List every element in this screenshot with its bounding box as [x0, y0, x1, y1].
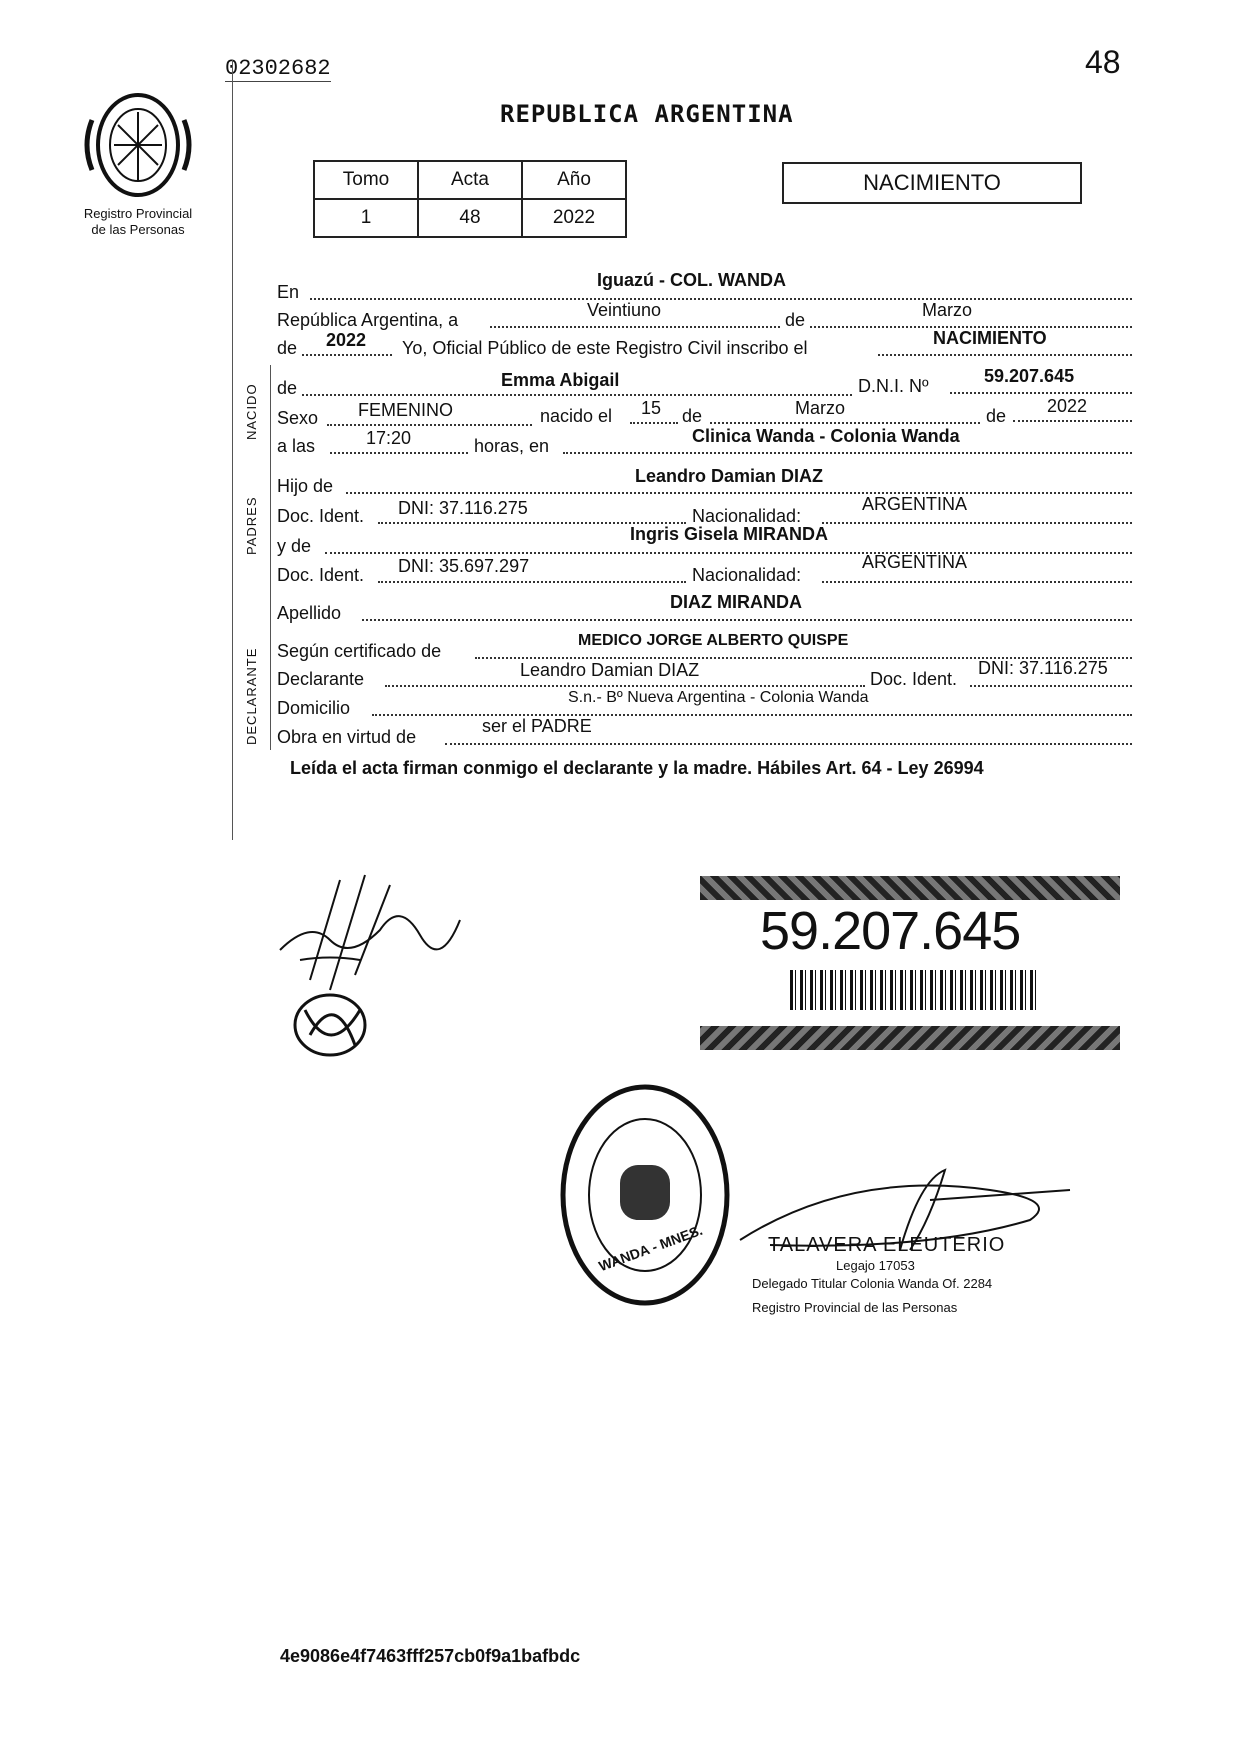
dots [970, 685, 1132, 687]
seal-ring-text [575, 1250, 576, 1251]
label-yo: Yo, Oficial Público de este Registro Civil inscribo el [402, 338, 808, 358]
value-nombre: Emma Abigail [501, 370, 620, 390]
province-seal-icon [78, 90, 198, 200]
acta-value: 48 [418, 199, 522, 237]
declarant-signature-icon [270, 860, 470, 1080]
value-dia-nac: 15 [641, 398, 662, 418]
label-de: de [785, 310, 806, 330]
value-declarante: Leandro Damian DIAZ [520, 660, 700, 680]
label-obra: Obra en virtud de [277, 727, 417, 747]
value-padre: Leandro Damian DIAZ [635, 466, 824, 486]
record-type-box: NACIMIENTO [782, 162, 1082, 204]
dots [710, 422, 980, 424]
value-nac-padre: ARGENTINA [862, 494, 968, 514]
label-de: de [682, 406, 703, 426]
official-legajo: Legajo 17053 [836, 1258, 915, 1273]
label-de: de [986, 406, 1007, 426]
label-segun: Según certificado de [277, 641, 442, 661]
label-doc-ident: Doc. Ident. [870, 669, 958, 689]
dots [822, 581, 1132, 583]
dots [330, 452, 468, 454]
tomo-value: 1 [314, 199, 418, 237]
official-seal-icon [555, 1080, 735, 1310]
label-nacionalidad: Nacionalidad: [692, 565, 802, 585]
dni-sticker-number: 59.207.645 [760, 901, 1021, 961]
value-dni-declarante: DNI: 37.116.275 [978, 658, 1108, 678]
serial-number: 02302682 [225, 56, 331, 81]
dots [630, 422, 678, 424]
value-dni-madre: DNI: 35.697.297 [398, 556, 530, 576]
value-medico: MEDICO JORGE ALBERTO QUISPE [578, 632, 849, 649]
value-lugar-nac: Clinica Wanda - Colonia Wanda [692, 426, 960, 446]
label-nacionalidad: Nacionalidad: [692, 506, 802, 526]
dots [1013, 420, 1132, 422]
registry-line-2: de las Personas [91, 222, 185, 237]
value-dni-nacido: 59.207.645 [984, 366, 1075, 386]
seal-bottom-text: WANDA - MNES. [596, 1221, 705, 1275]
value-dni-padre: DNI: 37.116.275 [398, 498, 528, 518]
label-y-de: y de [277, 536, 312, 556]
dots [385, 685, 865, 687]
sticker-pattern-bottom [700, 1026, 1120, 1050]
section-line [270, 365, 271, 750]
value-obra: ser el PADRE [482, 716, 592, 736]
margin-line [232, 60, 233, 840]
barcode [790, 970, 1040, 1010]
label-apellido: Apellido [277, 603, 342, 623]
anio-header: Año [522, 161, 626, 199]
dots [327, 424, 532, 426]
sticker-pattern-top [700, 876, 1120, 900]
value-nac-madre: ARGENTINA [862, 552, 968, 572]
label-republica: República Argentina, a [277, 310, 459, 330]
value-anio-inscripcion: 2022 [326, 330, 367, 350]
dots [950, 392, 1132, 394]
value-mes: Marzo [922, 300, 973, 320]
label-de: de [277, 378, 298, 398]
dots [302, 394, 852, 396]
dots [362, 619, 1132, 621]
dots [310, 298, 1132, 300]
official-cargo: Delegado Titular Colonia Wanda Of. 2284 [752, 1276, 993, 1291]
value-mes-nac: Marzo [795, 398, 846, 418]
page-number: 48 [1085, 44, 1121, 80]
anio-value: 2022 [522, 199, 626, 237]
dots [878, 354, 1132, 356]
side-label-padres: PADRES [244, 496, 259, 555]
footer-hash: 4e9086e4f7463fff257cb0f9a1bafbdc [280, 1646, 581, 1666]
record-table [313, 160, 627, 238]
dots [445, 743, 1132, 745]
label-doc-ident: Doc. Ident. [277, 565, 365, 585]
value-madre: Ingris Gisela MIRANDA [630, 524, 829, 544]
label-domicilio: Domicilio [277, 698, 351, 718]
value-lugar: Iguazú - COL. WANDA [597, 270, 786, 290]
dots [822, 522, 1132, 524]
value-domicilio: S.n.- Bº Nueva Argentina - Colonia Wanda [568, 689, 869, 706]
label-doc-ident: Doc. Ident. [277, 506, 365, 526]
label-en: En [277, 282, 300, 302]
label-nacido-el: nacido el [540, 406, 613, 426]
label-horas-en: horas, en [474, 436, 550, 456]
dots [325, 552, 1132, 554]
official-name: TALAVERA ELEUTERIO [768, 1234, 1006, 1256]
label-declarante: Declarante [277, 669, 365, 689]
label-hijo-de: Hijo de [277, 476, 334, 496]
tomo-header: Tomo [314, 161, 418, 199]
side-label-declarante: DECLARANTE [244, 647, 259, 745]
value-sexo: FEMENINO [358, 400, 454, 420]
registry-line-1: Registro Provincial [83, 206, 193, 221]
label-dni: D.N.I. Nº [858, 376, 929, 396]
label-sexo: Sexo [277, 408, 319, 428]
dots [302, 354, 392, 356]
label-de: de [277, 338, 298, 358]
value-apellido: DIAZ MIRANDA [670, 592, 802, 612]
value-hora: 17:20 [366, 428, 412, 448]
dots [378, 581, 686, 583]
dots [490, 326, 780, 328]
country-title: REPUBLICA ARGENTINA [500, 100, 794, 128]
value-anio-nac: 2022 [1047, 396, 1088, 416]
side-label-nacido: NACIDO [244, 383, 259, 440]
dots [563, 452, 1132, 454]
official-registro: Registro Provincial de las Personas [752, 1300, 958, 1315]
dots [346, 492, 1132, 494]
acta-header: Acta [418, 161, 522, 199]
label-a-las: a las [277, 436, 316, 456]
value-tipo: NACIMIENTO [933, 328, 1047, 348]
value-dia-letras: Veintiuno [587, 300, 662, 320]
closing-text: Leída el acta firman conmigo el declarante y la madre. Hábiles Art. 64 - Ley 26994 [290, 758, 984, 778]
